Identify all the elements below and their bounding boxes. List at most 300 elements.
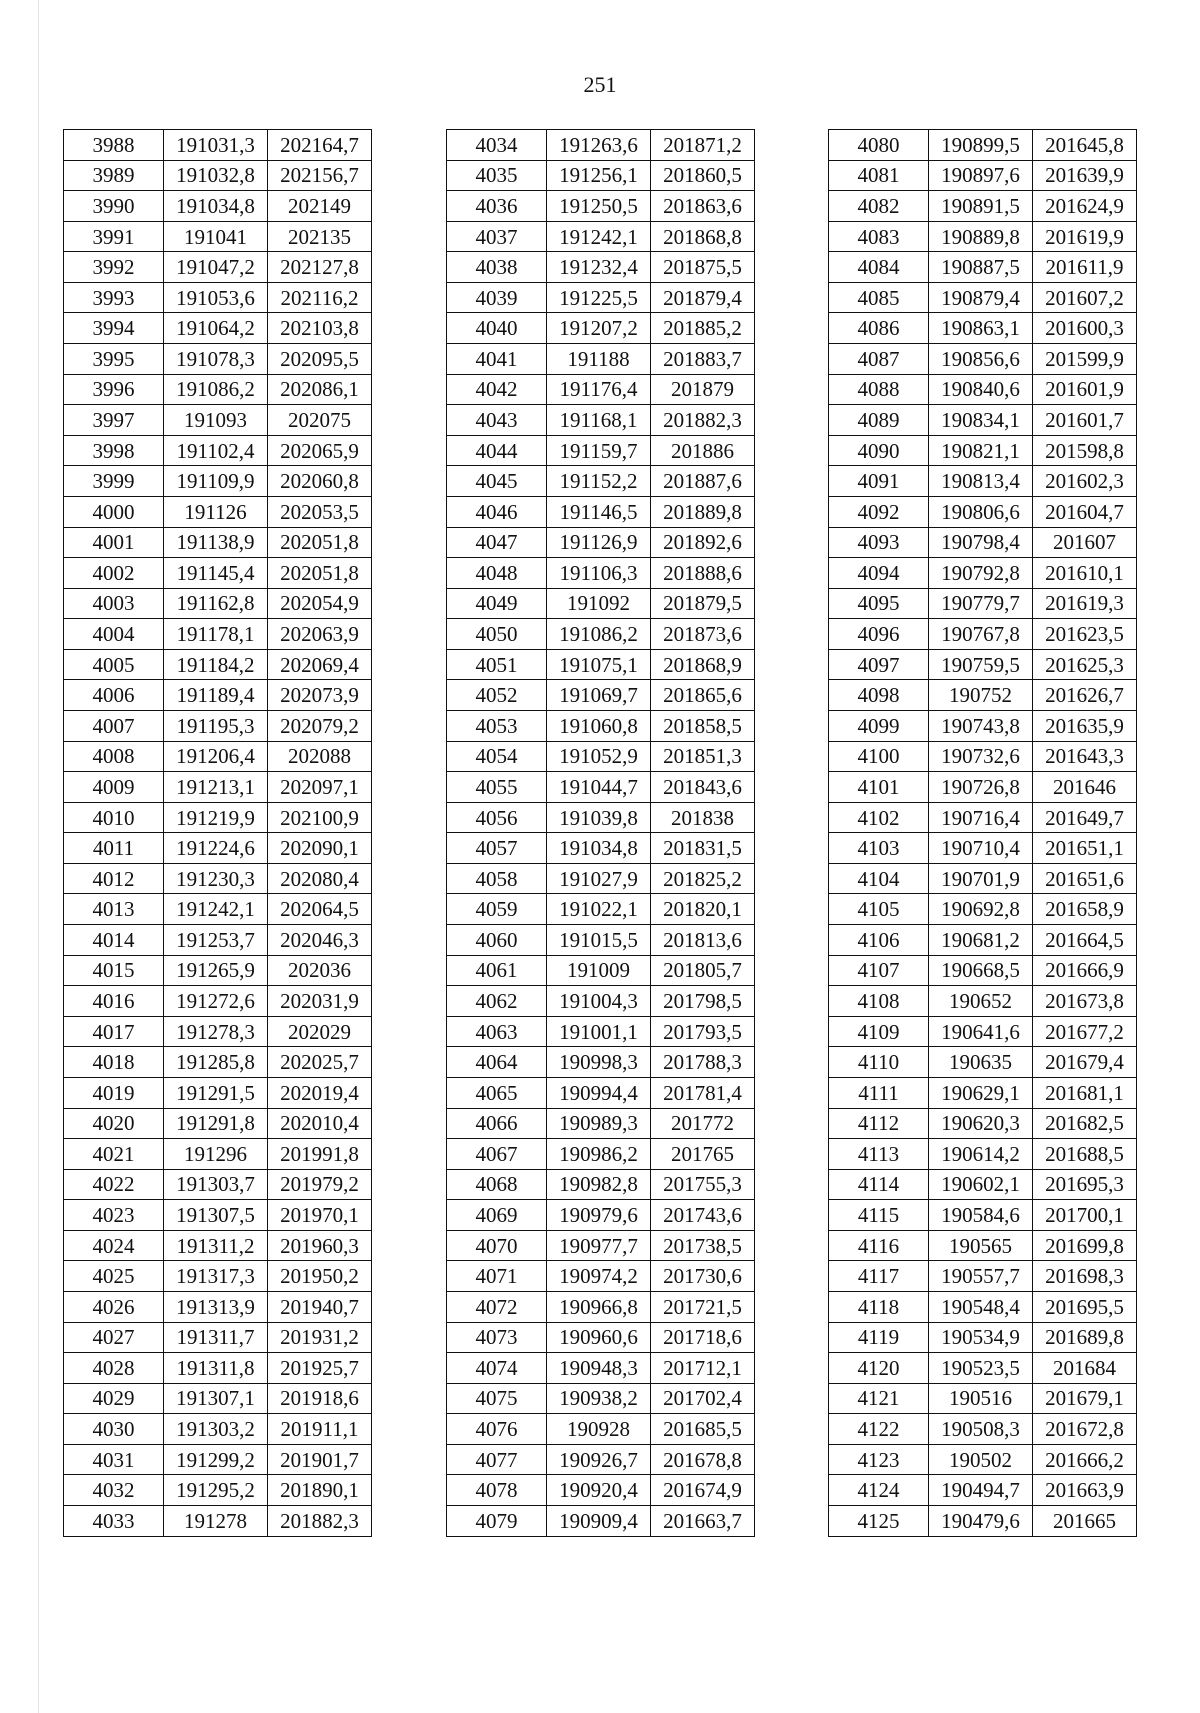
x-coordinate-cell: 191032,8 bbox=[164, 160, 268, 191]
y-coordinate-cell: 201610,1 bbox=[1033, 558, 1137, 589]
table-row bbox=[64, 588, 372, 619]
y-coordinate-cell: 201838 bbox=[651, 802, 755, 833]
point-number-cell: 4077 bbox=[447, 1444, 547, 1475]
x-coordinate-cell: 191106,3 bbox=[547, 558, 651, 589]
x-coordinate-cell: 191303,2 bbox=[164, 1414, 268, 1445]
table-row bbox=[829, 619, 1137, 650]
y-coordinate-cell: 201646 bbox=[1033, 772, 1137, 803]
point-number-cell: 4052 bbox=[447, 680, 547, 711]
coordinate-table-3 bbox=[828, 129, 1137, 1537]
point-number-cell: 4074 bbox=[447, 1353, 547, 1384]
x-coordinate-cell: 191225,5 bbox=[547, 282, 651, 313]
point-number-cell: 4034 bbox=[447, 130, 547, 161]
coordinate-table-2 bbox=[446, 129, 755, 1537]
x-coordinate-cell: 191053,6 bbox=[164, 282, 268, 313]
point-number-cell: 4110 bbox=[829, 1047, 929, 1078]
point-number-cell: 4040 bbox=[447, 313, 547, 344]
y-coordinate-cell: 201673,8 bbox=[1033, 986, 1137, 1017]
y-coordinate-cell: 202100,9 bbox=[268, 802, 372, 833]
x-coordinate-cell: 191052,9 bbox=[547, 741, 651, 772]
point-number-cell: 4098 bbox=[829, 680, 929, 711]
table-row bbox=[447, 772, 755, 803]
point-number-cell: 4024 bbox=[64, 1230, 164, 1261]
point-number-cell: 4045 bbox=[447, 466, 547, 497]
x-coordinate-cell: 190928 bbox=[547, 1414, 651, 1445]
y-coordinate-cell: 201831,5 bbox=[651, 833, 755, 864]
y-coordinate-cell: 201888,6 bbox=[651, 558, 755, 589]
y-coordinate-cell: 201651,6 bbox=[1033, 863, 1137, 894]
y-coordinate-cell: 201860,5 bbox=[651, 160, 755, 191]
table-row bbox=[64, 894, 372, 925]
y-coordinate-cell: 201682,5 bbox=[1033, 1108, 1137, 1139]
y-coordinate-cell: 201600,3 bbox=[1033, 313, 1137, 344]
table-row bbox=[64, 558, 372, 589]
y-coordinate-cell: 201879,5 bbox=[651, 588, 755, 619]
y-coordinate-cell: 201805,7 bbox=[651, 955, 755, 986]
table-row bbox=[64, 221, 372, 252]
table-row bbox=[447, 741, 755, 772]
table-row bbox=[829, 588, 1137, 619]
table-row bbox=[829, 1475, 1137, 1506]
x-coordinate-cell: 191295,2 bbox=[164, 1475, 268, 1506]
x-coordinate-cell: 191102,4 bbox=[164, 435, 268, 466]
point-number-cell: 4041 bbox=[447, 344, 547, 375]
table-row bbox=[64, 863, 372, 894]
point-number-cell: 4101 bbox=[829, 772, 929, 803]
x-coordinate-cell: 190834,1 bbox=[929, 405, 1033, 436]
x-coordinate-cell: 190629,1 bbox=[929, 1077, 1033, 1108]
x-coordinate-cell: 191126 bbox=[164, 496, 268, 527]
x-coordinate-cell: 190652 bbox=[929, 986, 1033, 1017]
y-coordinate-cell: 201695,5 bbox=[1033, 1291, 1137, 1322]
y-coordinate-cell: 201901,7 bbox=[268, 1444, 372, 1475]
x-coordinate-cell: 190887,5 bbox=[929, 252, 1033, 283]
y-coordinate-cell: 202019,4 bbox=[268, 1077, 372, 1108]
point-number-cell: 4067 bbox=[447, 1139, 547, 1170]
y-coordinate-cell: 201890,1 bbox=[268, 1475, 372, 1506]
table-row bbox=[447, 405, 755, 436]
y-coordinate-cell: 201712,1 bbox=[651, 1353, 755, 1384]
table-row bbox=[64, 680, 372, 711]
point-number-cell: 4069 bbox=[447, 1200, 547, 1231]
table-row bbox=[64, 1291, 372, 1322]
point-number-cell: 3993 bbox=[64, 282, 164, 313]
y-coordinate-cell: 201666,2 bbox=[1033, 1444, 1137, 1475]
table-row bbox=[64, 710, 372, 741]
y-coordinate-cell: 201611,9 bbox=[1033, 252, 1137, 283]
x-coordinate-cell: 190889,8 bbox=[929, 221, 1033, 252]
y-coordinate-cell: 202086,1 bbox=[268, 374, 372, 405]
point-number-cell: 4105 bbox=[829, 894, 929, 925]
table-row bbox=[829, 802, 1137, 833]
table-row bbox=[829, 496, 1137, 527]
table-row bbox=[829, 1139, 1137, 1170]
point-number-cell: 4102 bbox=[829, 802, 929, 833]
point-number-cell: 3988 bbox=[64, 130, 164, 161]
y-coordinate-cell: 201960,3 bbox=[268, 1230, 372, 1261]
table-row bbox=[447, 435, 755, 466]
y-coordinate-cell: 202090,1 bbox=[268, 833, 372, 864]
y-coordinate-cell: 201879,4 bbox=[651, 282, 755, 313]
table-row bbox=[64, 282, 372, 313]
x-coordinate-cell: 191159,7 bbox=[547, 435, 651, 466]
table-row bbox=[829, 741, 1137, 772]
table-row bbox=[829, 1353, 1137, 1384]
table-row bbox=[64, 313, 372, 344]
y-coordinate-cell: 201658,9 bbox=[1033, 894, 1137, 925]
x-coordinate-cell: 190502 bbox=[929, 1444, 1033, 1475]
point-number-cell: 3995 bbox=[64, 344, 164, 375]
x-coordinate-cell: 190584,6 bbox=[929, 1200, 1033, 1231]
point-number-cell: 4004 bbox=[64, 619, 164, 650]
table-row bbox=[64, 619, 372, 650]
y-coordinate-cell: 202051,8 bbox=[268, 527, 372, 558]
table-row bbox=[829, 1322, 1137, 1353]
table-row bbox=[447, 558, 755, 589]
y-coordinate-cell: 202054,9 bbox=[268, 588, 372, 619]
y-coordinate-cell: 202046,3 bbox=[268, 925, 372, 956]
y-coordinate-cell: 202036 bbox=[268, 955, 372, 986]
table-row bbox=[829, 1108, 1137, 1139]
y-coordinate-cell: 201793,5 bbox=[651, 1016, 755, 1047]
table-row bbox=[447, 313, 755, 344]
point-number-cell: 4018 bbox=[64, 1047, 164, 1078]
y-coordinate-cell: 202053,5 bbox=[268, 496, 372, 527]
point-number-cell: 4109 bbox=[829, 1016, 929, 1047]
y-coordinate-cell: 202080,4 bbox=[268, 863, 372, 894]
point-number-cell: 4099 bbox=[829, 710, 929, 741]
table-row bbox=[447, 894, 755, 925]
table-row bbox=[64, 191, 372, 222]
table-row bbox=[64, 1077, 372, 1108]
y-coordinate-cell: 201730,6 bbox=[651, 1261, 755, 1292]
table-row bbox=[447, 496, 755, 527]
point-number-cell: 4001 bbox=[64, 527, 164, 558]
x-coordinate-cell: 190909,4 bbox=[547, 1506, 651, 1537]
table-row bbox=[447, 1383, 755, 1414]
point-number-cell: 3989 bbox=[64, 160, 164, 191]
x-coordinate-cell: 190879,4 bbox=[929, 282, 1033, 313]
y-coordinate-cell: 201918,6 bbox=[268, 1383, 372, 1414]
y-coordinate-cell: 202135 bbox=[268, 221, 372, 252]
point-number-cell: 4027 bbox=[64, 1322, 164, 1353]
point-number-cell: 4023 bbox=[64, 1200, 164, 1231]
point-number-cell: 4085 bbox=[829, 282, 929, 313]
table-row bbox=[64, 1200, 372, 1231]
point-number-cell: 4120 bbox=[829, 1353, 929, 1384]
y-coordinate-cell: 201677,2 bbox=[1033, 1016, 1137, 1047]
y-coordinate-cell: 201625,3 bbox=[1033, 649, 1137, 680]
table-row bbox=[64, 1475, 372, 1506]
point-number-cell: 4013 bbox=[64, 894, 164, 925]
point-number-cell: 4064 bbox=[447, 1047, 547, 1078]
table-row bbox=[64, 1353, 372, 1384]
table-row bbox=[829, 344, 1137, 375]
x-coordinate-cell: 191075,1 bbox=[547, 649, 651, 680]
point-number-cell: 3997 bbox=[64, 405, 164, 436]
table-row bbox=[447, 1353, 755, 1384]
point-number-cell: 4043 bbox=[447, 405, 547, 436]
point-number-cell: 4112 bbox=[829, 1108, 929, 1139]
y-coordinate-cell: 201979,2 bbox=[268, 1169, 372, 1200]
x-coordinate-cell: 191232,4 bbox=[547, 252, 651, 283]
point-number-cell: 4019 bbox=[64, 1077, 164, 1108]
y-coordinate-cell: 201882,3 bbox=[651, 405, 755, 436]
y-coordinate-cell: 202127,8 bbox=[268, 252, 372, 283]
point-number-cell: 3994 bbox=[64, 313, 164, 344]
x-coordinate-cell: 190701,9 bbox=[929, 863, 1033, 894]
y-coordinate-cell: 201607,2 bbox=[1033, 282, 1137, 313]
table-row bbox=[829, 710, 1137, 741]
x-coordinate-cell: 190986,2 bbox=[547, 1139, 651, 1170]
table-row bbox=[447, 1291, 755, 1322]
y-coordinate-cell: 201798,5 bbox=[651, 986, 755, 1017]
table-row bbox=[64, 374, 372, 405]
table-row bbox=[64, 252, 372, 283]
point-number-cell: 4106 bbox=[829, 925, 929, 956]
table-row bbox=[64, 130, 372, 161]
y-coordinate-cell: 201950,2 bbox=[268, 1261, 372, 1292]
table-row bbox=[829, 772, 1137, 803]
table-row bbox=[64, 1506, 372, 1537]
table-row bbox=[447, 1506, 755, 1537]
x-coordinate-cell: 191207,2 bbox=[547, 313, 651, 344]
table-row bbox=[829, 282, 1137, 313]
x-coordinate-cell: 191263,6 bbox=[547, 130, 651, 161]
x-coordinate-cell: 191162,8 bbox=[164, 588, 268, 619]
table-row bbox=[447, 649, 755, 680]
y-coordinate-cell: 202060,8 bbox=[268, 466, 372, 497]
point-number-cell: 4108 bbox=[829, 986, 929, 1017]
y-coordinate-cell: 201991,8 bbox=[268, 1139, 372, 1170]
table-row bbox=[829, 1414, 1137, 1445]
point-number-cell: 4097 bbox=[829, 649, 929, 680]
point-number-cell: 4056 bbox=[447, 802, 547, 833]
point-number-cell: 4006 bbox=[64, 680, 164, 711]
table-row bbox=[829, 160, 1137, 191]
y-coordinate-cell: 201645,8 bbox=[1033, 130, 1137, 161]
point-number-cell: 4038 bbox=[447, 252, 547, 283]
y-coordinate-cell: 201765 bbox=[651, 1139, 755, 1170]
y-coordinate-cell: 201599,9 bbox=[1033, 344, 1137, 375]
x-coordinate-cell: 191224,6 bbox=[164, 833, 268, 864]
table-row bbox=[447, 160, 755, 191]
x-coordinate-cell: 190614,2 bbox=[929, 1139, 1033, 1170]
table-row bbox=[829, 1016, 1137, 1047]
point-number-cell: 4028 bbox=[64, 1353, 164, 1384]
point-number-cell: 4030 bbox=[64, 1414, 164, 1445]
x-coordinate-cell: 191195,3 bbox=[164, 710, 268, 741]
table-row bbox=[447, 1047, 755, 1078]
table-row bbox=[447, 221, 755, 252]
table-row bbox=[64, 405, 372, 436]
table-row bbox=[829, 435, 1137, 466]
point-number-cell: 4121 bbox=[829, 1383, 929, 1414]
table-row bbox=[447, 1139, 755, 1170]
y-coordinate-cell: 201689,8 bbox=[1033, 1322, 1137, 1353]
x-coordinate-cell: 191311,8 bbox=[164, 1353, 268, 1384]
table-row bbox=[447, 130, 755, 161]
x-coordinate-cell: 191086,2 bbox=[547, 619, 651, 650]
x-coordinate-cell: 190641,6 bbox=[929, 1016, 1033, 1047]
x-coordinate-cell: 191034,8 bbox=[164, 191, 268, 222]
table-row bbox=[64, 1230, 372, 1261]
point-number-cell: 4061 bbox=[447, 955, 547, 986]
table-row bbox=[64, 925, 372, 956]
table-row bbox=[829, 1230, 1137, 1261]
point-number-cell: 4055 bbox=[447, 772, 547, 803]
x-coordinate-cell: 191004,3 bbox=[547, 986, 651, 1017]
table-row bbox=[829, 405, 1137, 436]
y-coordinate-cell: 201699,8 bbox=[1033, 1230, 1137, 1261]
table-row bbox=[447, 252, 755, 283]
x-coordinate-cell: 191152,2 bbox=[547, 466, 651, 497]
table-row bbox=[829, 1506, 1137, 1537]
point-number-cell: 4081 bbox=[829, 160, 929, 191]
point-number-cell: 4078 bbox=[447, 1475, 547, 1506]
table-row bbox=[64, 496, 372, 527]
x-coordinate-cell: 191317,3 bbox=[164, 1261, 268, 1292]
y-coordinate-cell: 201851,3 bbox=[651, 741, 755, 772]
x-coordinate-cell: 190948,3 bbox=[547, 1353, 651, 1384]
x-coordinate-cell: 191034,8 bbox=[547, 833, 651, 864]
y-coordinate-cell: 201685,5 bbox=[651, 1414, 755, 1445]
point-number-cell: 4107 bbox=[829, 955, 929, 986]
x-coordinate-cell: 190982,8 bbox=[547, 1169, 651, 1200]
x-coordinate-cell: 191296 bbox=[164, 1139, 268, 1170]
x-coordinate-cell: 191253,7 bbox=[164, 925, 268, 956]
x-coordinate-cell: 190602,1 bbox=[929, 1169, 1033, 1200]
point-number-cell: 4076 bbox=[447, 1414, 547, 1445]
x-coordinate-cell: 190548,4 bbox=[929, 1291, 1033, 1322]
point-number-cell: 4114 bbox=[829, 1169, 929, 1200]
y-coordinate-cell: 202073,9 bbox=[268, 680, 372, 711]
point-number-cell: 4118 bbox=[829, 1291, 929, 1322]
point-number-cell: 4116 bbox=[829, 1230, 929, 1261]
point-number-cell: 4119 bbox=[829, 1322, 929, 1353]
table-row bbox=[447, 1016, 755, 1047]
y-coordinate-cell: 201664,5 bbox=[1033, 925, 1137, 956]
x-coordinate-cell: 190479,6 bbox=[929, 1506, 1033, 1537]
x-coordinate-cell: 190668,5 bbox=[929, 955, 1033, 986]
x-coordinate-cell: 190840,6 bbox=[929, 374, 1033, 405]
y-coordinate-cell: 201781,4 bbox=[651, 1077, 755, 1108]
x-coordinate-cell: 191242,1 bbox=[164, 894, 268, 925]
y-coordinate-cell: 201772 bbox=[651, 1108, 755, 1139]
y-coordinate-cell: 201674,9 bbox=[651, 1475, 755, 1506]
point-number-cell: 4015 bbox=[64, 955, 164, 986]
y-coordinate-cell: 201970,1 bbox=[268, 1200, 372, 1231]
y-coordinate-cell: 201607 bbox=[1033, 527, 1137, 558]
table-row bbox=[447, 619, 755, 650]
table-row bbox=[829, 527, 1137, 558]
x-coordinate-cell: 190920,4 bbox=[547, 1475, 651, 1506]
y-coordinate-cell: 201672,8 bbox=[1033, 1414, 1137, 1445]
point-number-cell: 4063 bbox=[447, 1016, 547, 1047]
point-number-cell: 4100 bbox=[829, 741, 929, 772]
y-coordinate-cell: 201604,7 bbox=[1033, 496, 1137, 527]
y-coordinate-cell: 202088 bbox=[268, 741, 372, 772]
point-number-cell: 4087 bbox=[829, 344, 929, 375]
x-coordinate-cell: 191022,1 bbox=[547, 894, 651, 925]
x-coordinate-cell: 191291,5 bbox=[164, 1077, 268, 1108]
x-coordinate-cell: 191184,2 bbox=[164, 649, 268, 680]
y-coordinate-cell: 202029 bbox=[268, 1016, 372, 1047]
x-coordinate-cell: 190523,5 bbox=[929, 1353, 1033, 1384]
table-row bbox=[829, 221, 1137, 252]
table-row bbox=[447, 344, 755, 375]
table-row bbox=[64, 802, 372, 833]
y-coordinate-cell: 201738,5 bbox=[651, 1230, 755, 1261]
table-row bbox=[829, 863, 1137, 894]
x-coordinate-cell: 191060,8 bbox=[547, 710, 651, 741]
y-coordinate-cell: 201643,3 bbox=[1033, 741, 1137, 772]
point-number-cell: 4092 bbox=[829, 496, 929, 527]
y-coordinate-cell: 201663,9 bbox=[1033, 1475, 1137, 1506]
y-coordinate-cell: 201788,3 bbox=[651, 1047, 755, 1078]
point-number-cell: 4117 bbox=[829, 1261, 929, 1292]
table-row bbox=[64, 435, 372, 466]
point-number-cell: 4115 bbox=[829, 1200, 929, 1231]
y-coordinate-cell: 201601,7 bbox=[1033, 405, 1137, 436]
table-row bbox=[447, 710, 755, 741]
x-coordinate-cell: 190732,6 bbox=[929, 741, 1033, 772]
y-coordinate-cell: 201619,3 bbox=[1033, 588, 1137, 619]
point-number-cell: 4083 bbox=[829, 221, 929, 252]
x-coordinate-cell: 191041 bbox=[164, 221, 268, 252]
point-number-cell: 4039 bbox=[447, 282, 547, 313]
y-coordinate-cell: 201688,5 bbox=[1033, 1139, 1137, 1170]
table-row bbox=[829, 252, 1137, 283]
x-coordinate-cell: 191009 bbox=[547, 955, 651, 986]
y-coordinate-cell: 201721,5 bbox=[651, 1291, 755, 1322]
x-coordinate-cell: 191272,6 bbox=[164, 986, 268, 1017]
point-number-cell: 4002 bbox=[64, 558, 164, 589]
x-coordinate-cell: 190856,6 bbox=[929, 344, 1033, 375]
x-coordinate-cell: 191109,9 bbox=[164, 466, 268, 497]
table-row bbox=[447, 1414, 755, 1445]
table-row bbox=[829, 1077, 1137, 1108]
point-number-cell: 4036 bbox=[447, 191, 547, 222]
y-coordinate-cell: 201602,3 bbox=[1033, 466, 1137, 497]
table-row bbox=[64, 466, 372, 497]
table-row bbox=[64, 741, 372, 772]
point-number-cell: 4026 bbox=[64, 1291, 164, 1322]
point-number-cell: 3996 bbox=[64, 374, 164, 405]
point-number-cell: 4058 bbox=[447, 863, 547, 894]
point-number-cell: 4048 bbox=[447, 558, 547, 589]
x-coordinate-cell: 191285,8 bbox=[164, 1047, 268, 1078]
table-row bbox=[64, 1261, 372, 1292]
point-number-cell: 4066 bbox=[447, 1108, 547, 1139]
y-coordinate-cell: 201883,7 bbox=[651, 344, 755, 375]
x-coordinate-cell: 190692,8 bbox=[929, 894, 1033, 925]
x-coordinate-cell: 191047,2 bbox=[164, 252, 268, 283]
x-coordinate-cell: 191303,7 bbox=[164, 1169, 268, 1200]
point-number-cell: 4042 bbox=[447, 374, 547, 405]
table-row bbox=[829, 680, 1137, 711]
table-row bbox=[447, 466, 755, 497]
x-coordinate-cell: 191064,2 bbox=[164, 313, 268, 344]
point-number-cell: 4060 bbox=[447, 925, 547, 956]
table-row bbox=[447, 986, 755, 1017]
x-coordinate-cell: 191206,4 bbox=[164, 741, 268, 772]
point-number-cell: 4075 bbox=[447, 1383, 547, 1414]
table-row bbox=[447, 1077, 755, 1108]
y-coordinate-cell: 202065,9 bbox=[268, 435, 372, 466]
table-row bbox=[447, 1108, 755, 1139]
y-coordinate-cell: 201684 bbox=[1033, 1353, 1137, 1384]
